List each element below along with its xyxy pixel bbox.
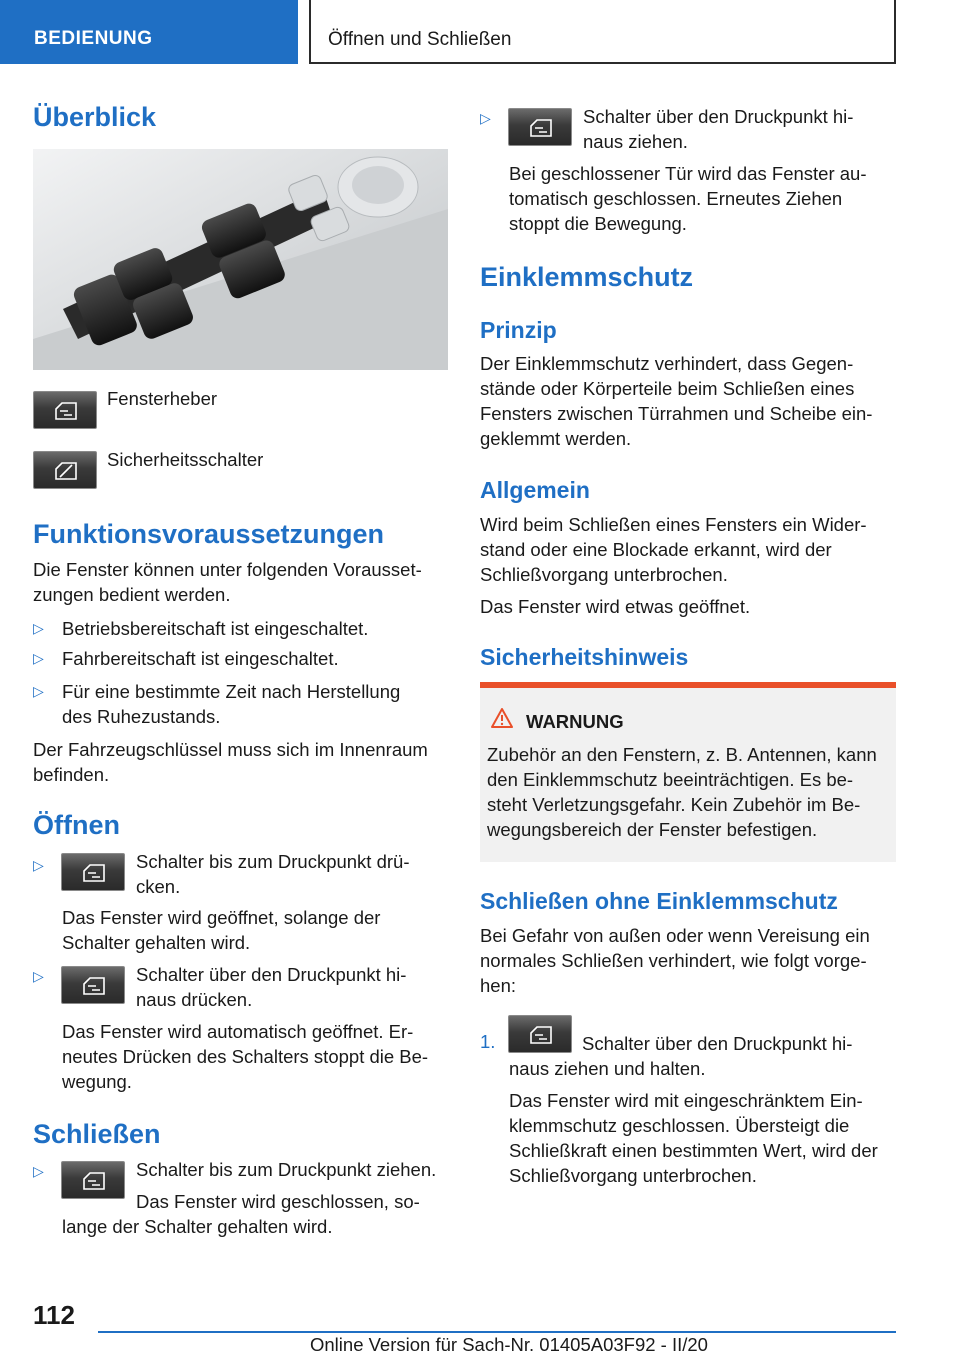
window-lifter-switch-icon xyxy=(33,391,97,429)
footer-version: Online Version für Sach-Nr. 01405A03F92 - II/20 xyxy=(310,1334,708,1355)
nopinch-line: Bei Gefahr von außen oder wenn Vereisung ein xyxy=(480,925,870,946)
func-item: Fahrbereitschaft ist eingeschaltet. xyxy=(62,648,339,669)
open-item-desc: neutes Drücken des Schalters stoppt die Be- xyxy=(62,1046,429,1067)
bullet-icon: ▷ xyxy=(33,857,44,873)
open-item-desc: Das Fenster wird automatisch geöffnet. Er- xyxy=(62,1021,414,1042)
func-item: Für eine bestimmte Zeit nach Herstellung xyxy=(62,681,401,702)
safety-switch-icon xyxy=(33,451,97,489)
close-item-desc: tomatisch geschlossen. Erneutes Ziehen xyxy=(509,188,843,209)
close-item-text: Das Fenster wird geschlossen, so- xyxy=(136,1191,420,1212)
open-item-text: cken. xyxy=(136,876,181,897)
general-line: Wird beim Schließen eines Fensters ein Wider- xyxy=(480,514,867,535)
func-note-line: Der Fahrzeugschlüssel muss sich im Innenraum xyxy=(33,739,428,760)
window-lifter-switch-icon xyxy=(508,108,572,146)
warning-text-line: steht Verletzungsgefahr. Kein Zubehör im Be- xyxy=(487,794,861,815)
overview-heading: Überblick xyxy=(33,102,157,132)
warning-triangle-icon xyxy=(490,707,514,734)
close-item-desc: Bei geschlossener Tür wird das Fenster au- xyxy=(509,163,867,184)
principle-line: Fensters zwischen Türrahmen und Scheibe ein- xyxy=(480,403,873,424)
bullet-icon: ▷ xyxy=(33,650,44,666)
close-item-text: naus ziehen. xyxy=(583,131,688,152)
func-item: Betriebsbereitschaft ist eingeschaltet. xyxy=(62,618,369,639)
step-desc: Schließkraft einen bestimmten Wert, wird der xyxy=(509,1140,878,1161)
open-item-text: Schalter über den Druckpunkt hi- xyxy=(136,964,407,985)
step-text: Schalter über den Druckpunkt hi- xyxy=(582,1033,853,1054)
func-intro-line: Die Fenster können unter folgenden Vorausset- xyxy=(33,559,422,580)
func-item: des Ruhezustands. xyxy=(62,706,221,727)
general-heading: Allgemein xyxy=(480,477,590,503)
open-item-text: Schalter bis zum Druckpunkt drü- xyxy=(136,851,410,872)
principle-line: Der Einklemmschutz verhindert, dass Gegen- xyxy=(480,353,854,374)
open-item-desc: Das Fenster wird geöffnet, solange der xyxy=(62,907,381,928)
warning-text-line: den Einklemmschutz beeinträchtigen. Es be- xyxy=(487,769,854,790)
section-tab: BEDIENUNG xyxy=(0,0,298,64)
open-item-text: naus drücken. xyxy=(136,989,253,1010)
page-number: 112 xyxy=(33,1300,75,1330)
safety-note-heading: Sicherheitshinweis xyxy=(480,644,689,670)
window-lifter-switch-icon xyxy=(61,966,125,1004)
close-without-pinch-heading: Schließen ohne Einklemmschutz xyxy=(480,888,838,914)
step-desc: Das Fenster wird mit eingeschränktem Ein- xyxy=(509,1090,863,1111)
general-line: stand oder eine Blockade erkannt, wird der xyxy=(480,539,832,560)
open-heading: Öffnen xyxy=(33,810,120,840)
step-desc: klemmschutz geschlossen. Übersteigt die xyxy=(509,1115,850,1136)
open-item-desc: wegung. xyxy=(62,1071,132,1092)
warning-text-line: wegungsbereich der Fenster befestigen. xyxy=(487,819,818,840)
warning-text-line: Zubehör an den Fenstern, z. B. Antennen, kann xyxy=(487,744,877,765)
function-requirements-heading: Funktionsvoraussetzungen xyxy=(33,519,385,549)
principle-heading: Prinzip xyxy=(480,317,557,343)
warning-label: WARNUNG xyxy=(526,711,624,732)
general-line: Schließvorgang unterbrochen. xyxy=(480,564,728,585)
general-line: Das Fenster wird etwas geöffnet. xyxy=(480,596,751,617)
func-note-line: befinden. xyxy=(33,764,110,785)
close-item-text: Schalter bis zum Druckpunkt ziehen. xyxy=(136,1159,437,1180)
func-intro-line: zungen bedient werden. xyxy=(33,584,231,605)
window-lifter-switch-icon xyxy=(508,1015,572,1053)
window-lifter-switch-icon xyxy=(61,1161,125,1199)
close-item-desc: stoppt die Bewegung. xyxy=(509,213,687,234)
step-desc: Schließvorgang unterbrochen. xyxy=(509,1165,757,1186)
bullet-icon: ▷ xyxy=(33,968,44,984)
step-number: 1. xyxy=(480,1031,496,1052)
close-item-desc: lange der Schalter gehalten wird. xyxy=(62,1216,333,1237)
bullet-icon: ▷ xyxy=(480,110,491,126)
principle-line: stände oder Körperteile beim Schließen eines xyxy=(480,378,855,399)
legend-label-window-lifter: Fensterheber xyxy=(107,388,218,409)
principle-line: geklemmt werden. xyxy=(480,428,632,449)
step-text: naus ziehen und halten. xyxy=(509,1058,706,1079)
open-item-desc: Schalter gehalten wird. xyxy=(62,932,251,953)
footer-rule xyxy=(98,1331,896,1333)
bullet-icon: ▷ xyxy=(33,683,44,699)
window-lifter-switch-icon xyxy=(61,853,125,891)
bullet-icon: ▷ xyxy=(33,1163,44,1179)
close-item-text: Schalter über den Druckpunkt hi- xyxy=(583,106,854,127)
chapter-title: Öffnen und Schließen xyxy=(311,0,896,64)
pinch-protection-heading: Einklemmschutz xyxy=(480,262,694,292)
nopinch-line: normales Schließen verhindert, wie folgt vorge- xyxy=(480,950,867,971)
bullet-icon: ▷ xyxy=(33,620,44,636)
window-switch-photo xyxy=(33,149,448,370)
close-heading: Schließen xyxy=(33,1119,161,1149)
legend-label-safety-switch: Sicherheitsschalter xyxy=(107,449,264,470)
nopinch-line: hen: xyxy=(480,975,517,996)
